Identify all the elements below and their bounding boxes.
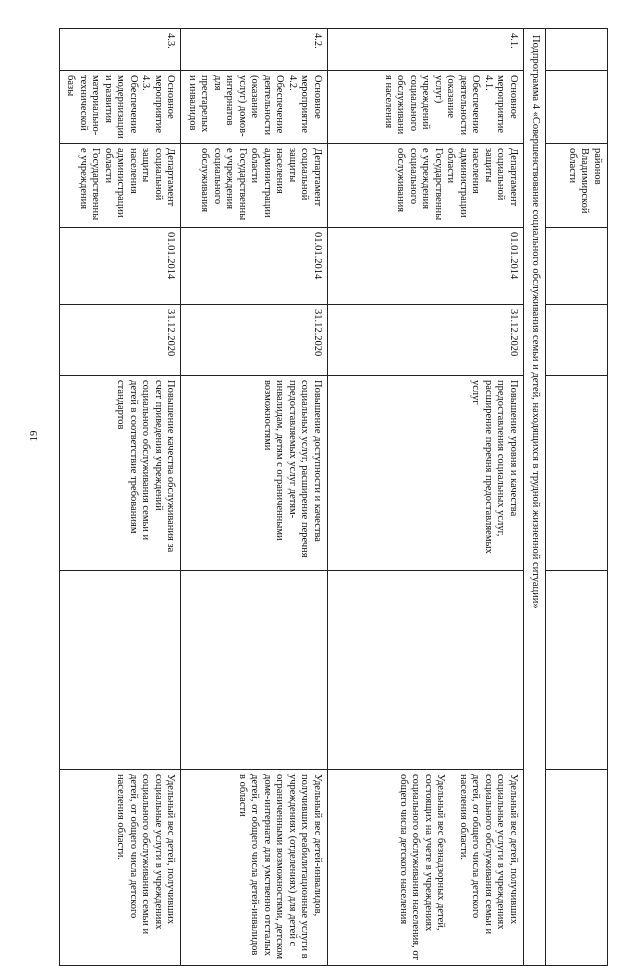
table-cell (546, 71, 608, 144)
row-number: 4.1. (328, 29, 524, 71)
table-cell (546, 144, 608, 228)
measure-name: Основное мероприятие 4.1. Обеспечение деятельности (оказание услуг) учреждений социального обслуживания населения (328, 71, 524, 144)
row-number: 4.2. (181, 29, 328, 71)
subprogram-title: Подпрограмма 4 «Совершенствование социального обслуживания семьи и детей, находящихся в трудной жизненной ситуации» (524, 29, 546, 966)
table-cell (546, 770, 608, 966)
start-date: 01.01.2014 (328, 228, 524, 305)
indicator-text: Удельный вес детей-инвалидов, получивших реабилитационные услуги в учреждениях (отделениях) для детей с ограниченными возможностями, детском доме-интернате для умственно отсталых детей, от общего числа детей-инвалидов в области (237, 774, 323, 960)
table-cell (181, 571, 328, 770)
table-row (546, 29, 608, 966)
table-cell (546, 305, 608, 376)
end-date: 31.12.2020 (328, 305, 524, 376)
executor: Департамент социальной защиты населения администрации области Государственные учреждения социального обслуживания (328, 144, 524, 228)
table-cell (546, 29, 608, 71)
table-cell (60, 571, 182, 770)
table-cell (328, 571, 524, 770)
indicator-cell (181, 770, 328, 966)
measure-name: Основное мероприятие 4.3. Обеспечение модернизации и развития материально-технической базы (60, 71, 182, 144)
expected-result: Повышение доступности и качества социальных услуг, расширение перечня предоставляемых услуг детям-инвалидам, детям с ограниченными возможностями (181, 376, 328, 571)
table-cell (546, 376, 608, 571)
rotated-table-container (65, 28, 608, 961)
indicator-text: Удельный вес детей, получивших социальные услуги в учреждениях социального обслуживания семьи и детей, от общего числа детского населения области. (458, 774, 519, 935)
subprogram-row (524, 29, 546, 966)
indicator-text: Удельный вес детей, получивших социальные услуги в учреждениях социального обслуживания семьи и детей, от общего числа детского населения области. (115, 774, 177, 935)
table-cell (546, 228, 608, 305)
cell-text: районов Владимирской области (567, 148, 603, 214)
expected-result: Повышение качества обслуживания за счет приведения учреждений социального обслуживания семьи и детей в соответствие требованиям стандартов (60, 376, 182, 571)
table-row (181, 29, 328, 966)
executor: Департамент социальной защиты населения администрации области Государственные учреждения социального обслуживания (181, 144, 328, 228)
table-row (328, 29, 524, 966)
table-row (60, 29, 182, 966)
measure-name: Основное мероприятие 4.2. Обеспечение деятельности (оказание услуг) домов-интернатов для престарелых и инвалидов (181, 71, 328, 144)
executor: Департамент социальной защиты населения администрации области Государственные учреждения (60, 144, 182, 228)
indicator-cell (328, 770, 524, 966)
program-table (59, 28, 608, 966)
end-date: 31.12.2020 (181, 305, 328, 376)
indicator-cell (60, 770, 182, 966)
page-number: 19 (28, 430, 40, 442)
table-cell (546, 571, 608, 770)
start-date: 01.01.2014 (181, 228, 328, 305)
expected-result: Повышение уровня и качества предоставления социальных услуг, расширение перечня предоставляемых услуг (328, 376, 524, 571)
start-date: 01.01.2014 (60, 228, 182, 305)
indicator-extra-text: Удельный вес безнадзорных детей, состоящих на учете в учреждениях социального обслуживания населения, от общего числа детского населения (398, 774, 447, 961)
row-number: 4.3. (60, 29, 182, 71)
end-date: 31.12.2020 (60, 305, 182, 376)
